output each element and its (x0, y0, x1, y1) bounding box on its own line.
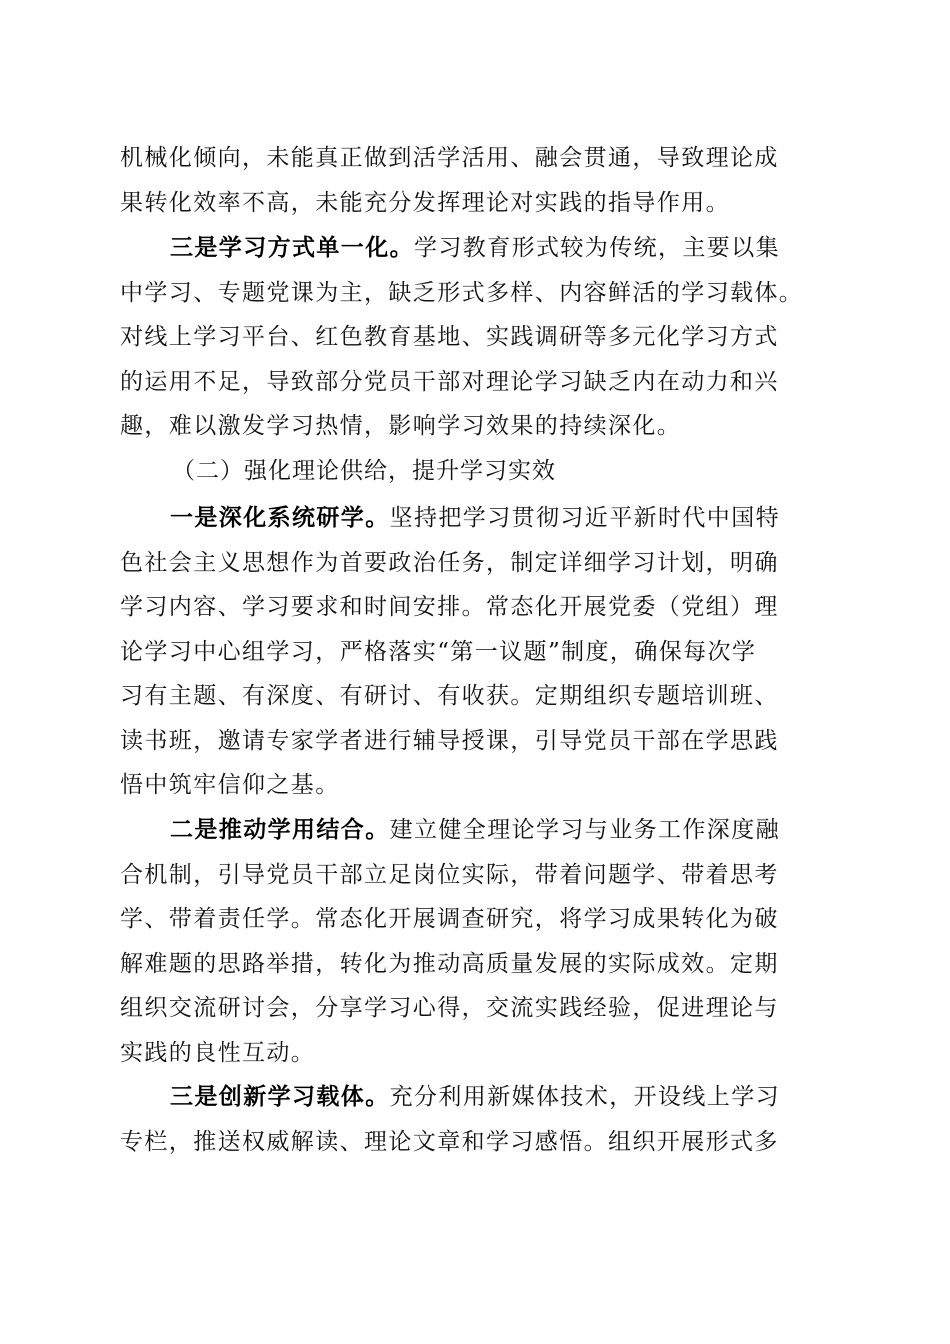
paragraph-2 (120, 226, 825, 449)
heading-text: （二）强化理论供给，提升学习实效 (172, 458, 556, 484)
paragraph-3 (120, 496, 825, 808)
text-line (120, 808, 825, 853)
text-run: 学习教育形式较为传统，主要以集 (414, 235, 780, 261)
paragraph-lead: 二是推动学用结合。 (170, 817, 390, 843)
text-line: 学习内容、学习要求和时间安排。常态化开展党委（党组）理 (120, 594, 779, 620)
text-line: 合机制，引导党员干部立足岗位实际，带着问题学、带着思考 (120, 861, 779, 888)
paragraph-lead: 三是创新学习载体。 (170, 1084, 390, 1110)
text-line: 解难题的思路举措，转化为推动高质量发展的实际成效。定期 (120, 950, 779, 977)
text-line: 中学习、专题党课为主，缺乏形式多样、内容鲜活的学习载体。 (120, 279, 804, 306)
text-line (120, 496, 825, 541)
text-line: 色社会主义思想作为首要政治任务，制定详细学习计划，明确 (120, 549, 779, 576)
text-line: 的运用不足，导致部分党员干部对理论学习缺乏内在动力和兴 (120, 368, 779, 395)
text-run: 建立健全理论学习与业务工作深度融 (389, 817, 781, 843)
text-line: 对线上学习平台、红色教育基地、实践调研等多元化学习方式 (120, 324, 779, 350)
paragraph-lead: 三是学习方式单一化。 (170, 235, 414, 261)
paragraph-4 (120, 808, 825, 1075)
section-heading (120, 449, 825, 494)
text-run: 坚持把学习贯彻习近平新时代中国特 (389, 505, 781, 531)
text-line: 学、带着责任学。常态化开展调查研究，将学习成果转化为破 (120, 906, 779, 932)
text-line: 机械化倾向，未能真正做到活学活用、融会贯通，导致理论成 (120, 145, 779, 171)
text-line: 论学习中心组学习，严格落实“第一议题”制度，确保每次学 (120, 638, 757, 665)
text-line (120, 226, 825, 271)
paragraph-1 (120, 136, 825, 225)
text-line: 组织交流研讨会，分享学习心得，交流实践经验，促进理论与 (120, 995, 779, 1021)
paragraph-lead: 一是深化系统研学。 (170, 505, 390, 531)
text-line: 趣，难以激发学习热情，影响学习效果的持续深化。 (120, 413, 682, 439)
text-line: 专栏，推送权威解读、理论文章和学习感悟。组织开展形式多 (120, 1128, 779, 1155)
text-line: 习有主题、有深度、有研讨、有收获。定期组织专题培训班、 (120, 683, 779, 709)
paragraph-5 (120, 1075, 825, 1164)
text-line: 悟中筑牢信仰之基。 (120, 772, 340, 798)
text-run: 充分利用新媒体技术，开设线上学习 (389, 1084, 781, 1110)
text-line (120, 1075, 825, 1120)
text-line: 果转化效率不高，未能充分发挥理论对实践的指导作用。 (120, 189, 730, 216)
text-line: 实践的良性互动。 (120, 1039, 316, 1066)
text-line: 读书班，邀请专家学者进行辅导授课，引导党员干部在学思践 (120, 727, 779, 754)
